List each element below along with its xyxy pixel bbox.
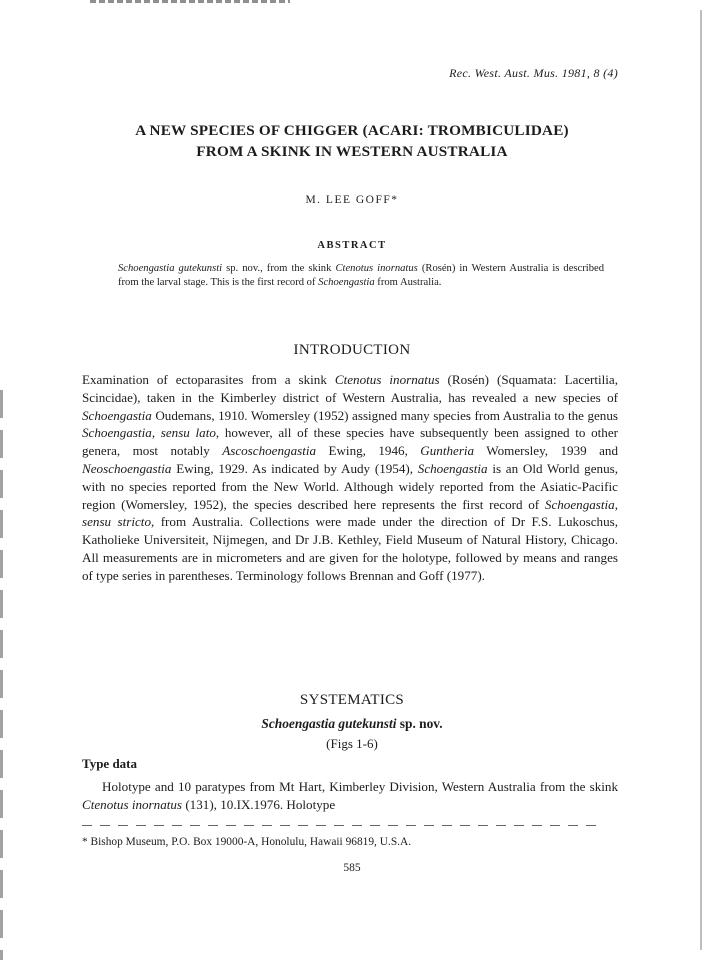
intro-text: Oudemans, 1910. Womersley (1952) assigned many species from Australia to the genus — [151, 407, 618, 423]
intro-text: Ewing, 1946, — [316, 443, 421, 459]
scan-artifact-right — [700, 10, 702, 950]
author-affiliation-footnote: * Bishop Museum, P.O. Box 19000-A, Honolulu, Hawaii 96819, U.S.A. — [82, 836, 412, 848]
intro-taxon: Schoengastia — [417, 460, 488, 476]
abstract-genus-2: Schoengastia — [318, 277, 375, 288]
type-data-text: Holotype and 10 paratypes from Mt Hart, Kimberley Division, Western Australia from the skink — [102, 779, 618, 794]
type-data-heading: Type data — [82, 756, 138, 771]
intro-text: Examination of ectoparasites from a skink — [82, 372, 335, 387]
title-line-1: A NEW SPECIES OF CHIGGER (ACARI: TROMBICULIDAE) — [135, 122, 569, 139]
abstract-heading: ABSTRACT — [317, 240, 387, 251]
abstract-body — [118, 262, 604, 290]
abstract-text-3: from Australia. — [374, 277, 442, 288]
introduction-heading: INTRODUCTION — [293, 342, 411, 358]
scan-artifact-top — [90, 0, 290, 3]
figures-reference: (Figs 1-6) — [326, 736, 378, 751]
introduction-body — [82, 371, 618, 585]
intro-text: (Rosén) (Squamata: Lacertilia, Scincidae), taken in the Kimberley district of Western Australia, has revealed a new species of — [82, 372, 618, 405]
type-data-body — [82, 778, 618, 814]
author-name: M. LEE GOFF* — [305, 194, 399, 206]
page-number: 585 — [343, 862, 361, 874]
intro-taxon: Ctenotus inornatus — [334, 372, 440, 387]
article-title — [40, 120, 664, 162]
intro-taxon: Schoengastia, sensu lato — [82, 425, 216, 441]
intro-taxon: Neoschoengastia — [82, 460, 172, 476]
intro-taxon: Ascoschoengastia — [222, 443, 317, 459]
intro-taxon: Guntheria — [420, 443, 475, 459]
intro-text: , however, all of these species have subsequently been assigned to other genera, most notably — [82, 425, 618, 459]
intro-text: Ewing, 1929. As indicated by Audy (1954), — [171, 460, 418, 476]
type-data-text: (131), 10.IX.1976. Holotype — [182, 797, 336, 812]
intro-text: Womersley, 1939 and — [474, 443, 618, 459]
scan-artifact-left — [0, 390, 3, 960]
title-line-2: FROM A SKINK IN WESTERN AUSTRALIA — [196, 143, 508, 160]
abstract-text-1: sp. nov., from the skink — [222, 263, 336, 274]
footnote-divider — [82, 825, 602, 826]
type-data-host: Ctenotus inornatus — [82, 797, 183, 812]
abstract-text-2: (Rosén) in Western Australia is described from the larval stage. This is the first record of — [118, 263, 605, 288]
species-heading — [0, 716, 704, 732]
species-name: Schoengastia gutekunsti — [261, 716, 397, 731]
abstract-host: Ctenotus inornatus — [335, 263, 418, 274]
intro-taxon: Schoengastia — [82, 407, 152, 423]
species-suffix: sp. nov. — [396, 716, 443, 731]
systematics-heading: SYSTEMATICS — [299, 692, 405, 708]
journal-citation: Rec. West. Aust. Mus. 1981, 8 (4) — [449, 66, 618, 80]
intro-text: is an Old World genus, with no species reported from the New World. Although widely reported from the Asiatic-Pacific region (Womersley, 1952), the species described here represents the first record of — [82, 460, 618, 512]
intro-taxon: Schoengastia, sensu stricto — [82, 496, 618, 530]
abstract-genus: Schoengastia gutekunsti — [118, 263, 223, 274]
intro-text: , from Australia. Collections were made under the direction of Dr F.S. Lukoschus, Katholieke Universiteit, Nijmegen, and Dr J.B. Kethley, Field Museum of Natural History, Chicago. All measurements are in micrometers and are given for the holotype, followed by means and ranges of type series in parentheses. Terminology follows Brennan and Goff (1977). — [82, 514, 618, 583]
